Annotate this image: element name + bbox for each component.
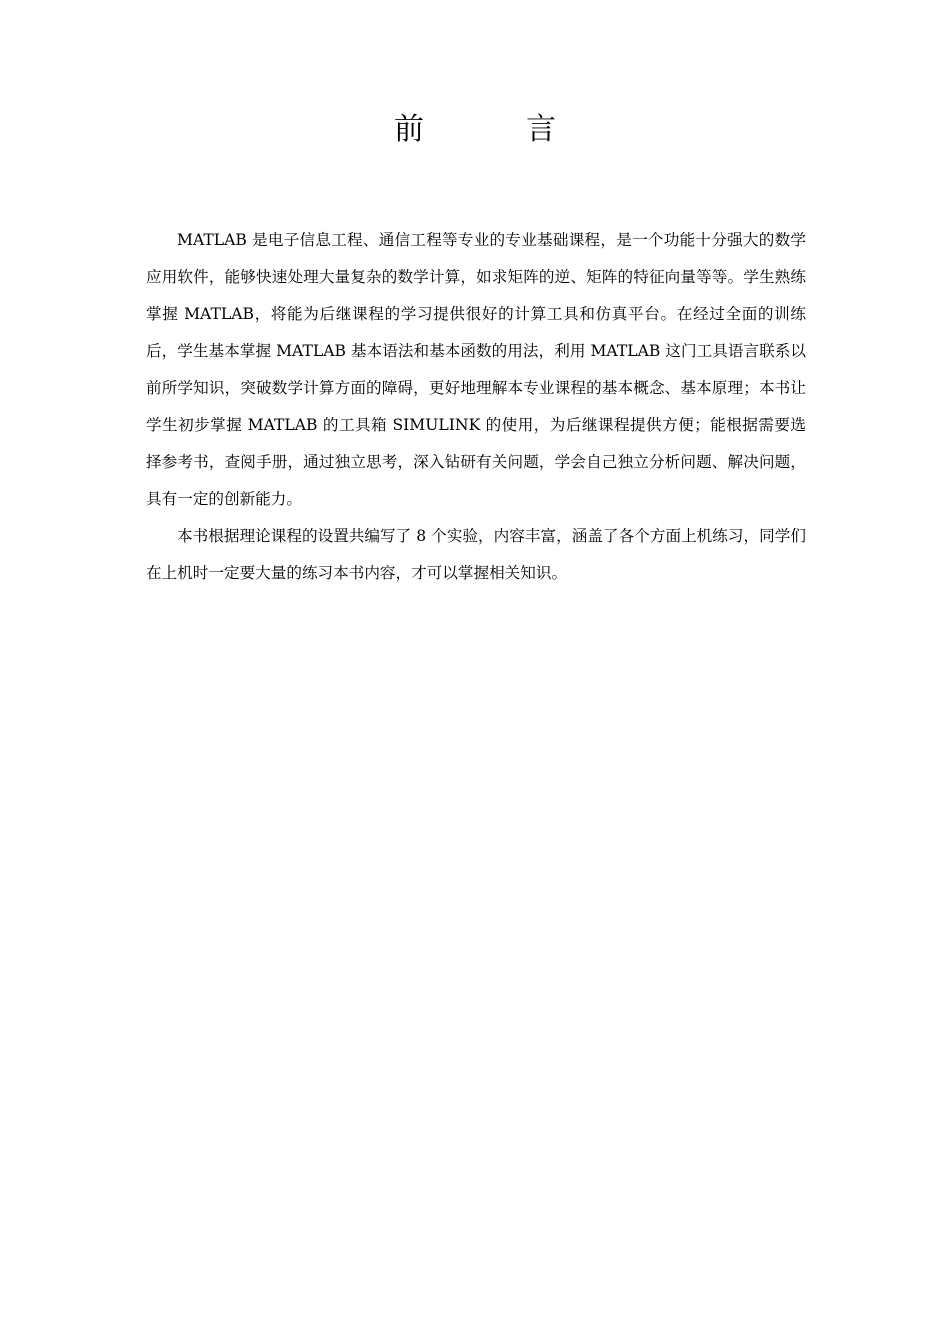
paragraph-experiments: 本书根据理论课程的设置共编写了 8 个实验，内容丰富，涵盖了各个方面上机练习，同学们在上机时一定要大量的练习本书内容，才可以掌握相关知识。	[146, 527, 806, 582]
preface-body	[146, 222, 806, 592]
paragraph-intro: MATLAB 是电子信息工程、通信工程等专业的专业基础课程，是一个功能十分强大的数学应用软件，能够快速处理大量复杂的数学计算，如求矩阵的逆、矩阵的特征向量等等。学生熟练掌握 MATLAB，将能为后继课程的学习提供很好的计算工具和仿真平台。在经过全面的训练后，学生基本掌握 MATLAB 基本语法和基本函数的用法，利用 MATLAB 这门工具语言联系以前所学知识，突破数学计算方面的障碍，更好地理解本专业课程的基本概念、基本原理；本书让学生初步掌握 MATLAB 的工具箱 SIMULINK 的使用，为后继课程提供方便；能根据需要选择参考书，查阅手册，通过独立思考，深入钻研有关问题，学会自己独立分析问题、解决问题，具有一定的创新能力。	[146, 231, 806, 508]
page-title: 前 言	[394, 112, 592, 147]
